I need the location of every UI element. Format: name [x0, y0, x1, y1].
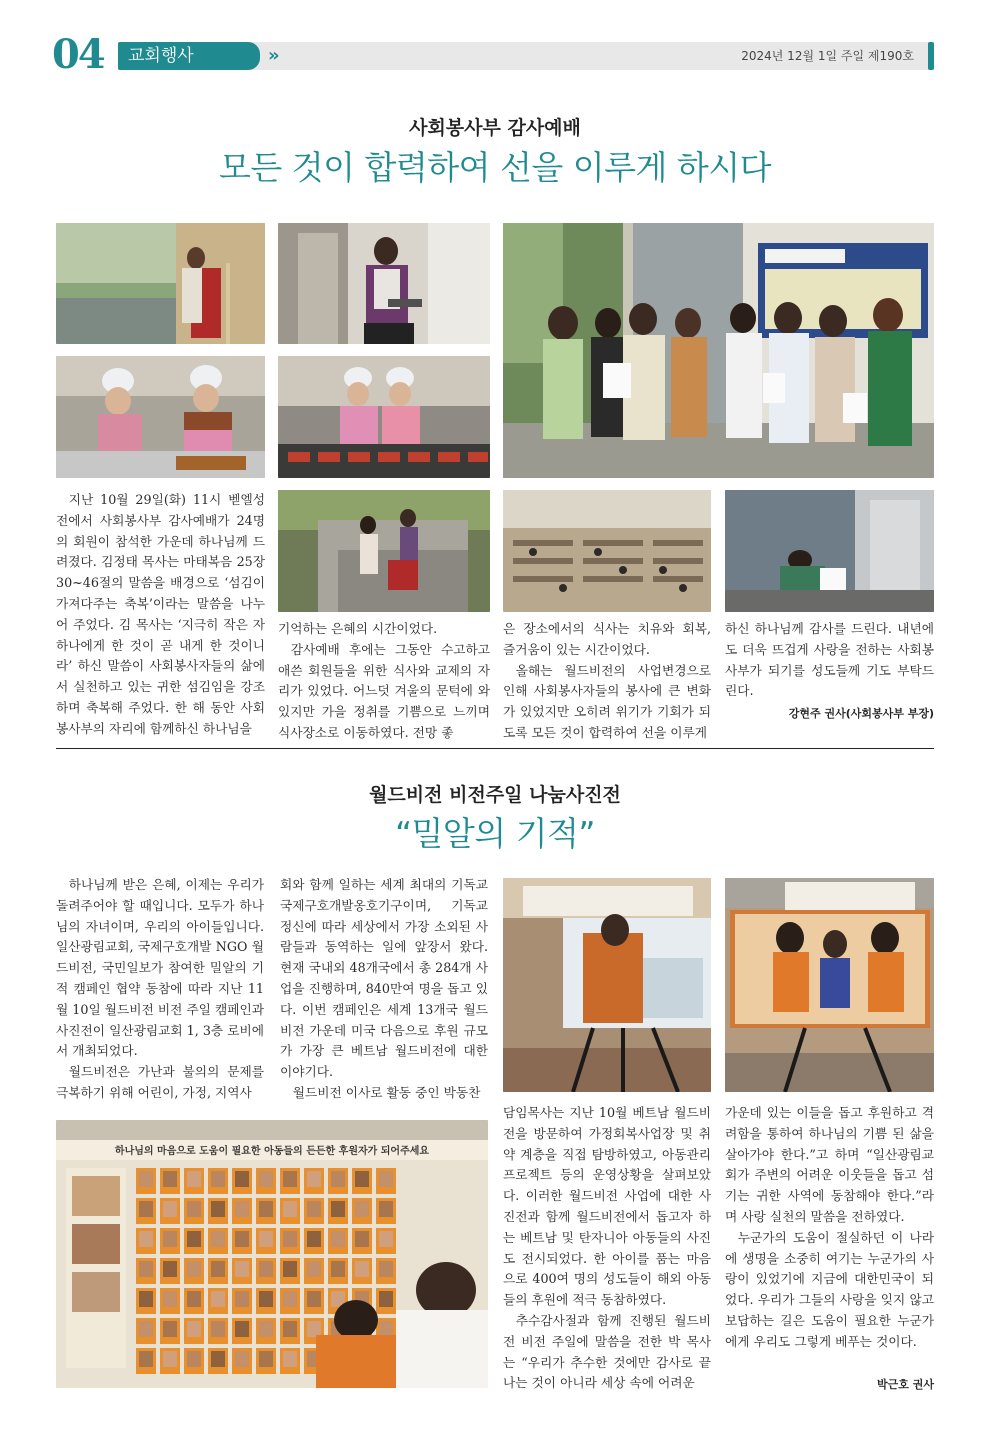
photo-woman-tray: [278, 223, 490, 344]
article2-col4-p1: 가운데 있는 이들을 돕고 후원하고 격려함을 통하여 하나님의 기쁨 된 삶을 살아가야 한다.”고 하며 “일산광림교회가 주변의 어려운 이웃들을 돕고 섬기는 귀한 사역에 동참해야 한다.”라며 사랑 실천의 말씀을 전하였다.: [725, 1105, 934, 1224]
article2-column3: [503, 1103, 711, 1394]
article1-col3-p1: 은 장소에서의 식사는 치유와 회복, 즐거움이 있는 시간이었다.: [503, 621, 711, 657]
section-tab: 교회행사: [118, 42, 260, 70]
issue-info: 2024년 12월 1일 주일 제190호: [741, 49, 914, 63]
photo-kitchen-trays: [278, 356, 490, 478]
board-title: 하나님의 마음으로 도움이 필요한 아동들의 든든한 후원자가 되어주세요: [114, 1146, 430, 1157]
article2-column4: [725, 1103, 934, 1353]
article1-title: 모든 것이 합력하여 선을 이루게 하시다: [219, 148, 771, 187]
photo-sponsor-board: [56, 1120, 488, 1388]
article2-column1: [56, 875, 264, 1104]
article2-title: “밀알의 기적”: [394, 814, 596, 853]
chevron-right-icon: »: [268, 45, 280, 66]
article1-col1-text: 지난 10월 29일(화) 11시 벧엘성전에서 사회봉사부 감사예배가 24명의 회원이 참석한 가운데 하나님께 드려졌다. 김정태 목사는 마태복음 25장 30~46절의 말씀을 배경으로 ‘섬김이 가져다주는 축복’이라는 말씀을 나누어 주었다. 김 목사는 ‘지극히 작은 자 하나에게 한 것이 곧 내게 한 것이니라’ 하신 말씀이 사회봉사자들의 삶에서 실천하고 있는 귀한 섬김임을 강조하며 축복해 주었다. 한 해 동안 사회봉사부의 자리에 함께하신 하나님을: [56, 492, 265, 736]
photo-exhibition-easel-2: [725, 878, 934, 1092]
article2-col4-p2: 누군가의 도움이 절실하던 이 나라에 생명을 소중히 여기는 누군가의 사랑이 있었기에 지금에 대한민국이 되었다. 우리가 그들의 사랑을 잊지 않고 보답하는 길은 도움이 필요한 누군가에게 우리도 그렇게 베푸는 것이다.: [725, 1229, 934, 1349]
photo-kitchen-serving: [56, 356, 265, 478]
article2-col2-p2: 월드비전 이사로 활동 중인 박동찬: [292, 1084, 481, 1100]
article1-col4-text: 하신 하나님께 감사를 드린다. 내년에도 더욱 뜨겁게 사랑을 전하는 사회봉사부가 되기를 성도들께 기도 부탁드린다.: [725, 621, 934, 699]
photo-exhibition-easel-1: [503, 878, 711, 1092]
header-end-mark: [928, 42, 934, 70]
article2-column2: [280, 875, 488, 1104]
article2-col3-p1: 담임목사는 지난 10월 베트남 월드비전을 방문하여 가정회복사업장 및 취약 계층을 직접 탐방하였고, 아동관리 프로젝트 등의 운영상황을 살펴보았다. 이러한 월드비전 사업에 대한 사진전과 함께 월드비전에서 돕고자 하는 베트남 및 탄자니아 아동들의 사진도 전시되었다. 한 아이를 품는 마음으로 400여 명의 성도들이 해외 아동들의 후원에 적극 동참하였다.: [503, 1105, 711, 1308]
page-number: 04: [52, 31, 104, 78]
article1-column4: [725, 619, 934, 702]
photo-stairs-corridor: [278, 490, 490, 612]
article2-col1-p1: 하나님께 받은 은혜, 이제는 우리가 돌려주어야 할 때입니다. 모두가 하나님의 자녀이며, 우리의 아이들입니다. 일산광림교회, 국제구호개발 NGO 월드비전, 국민일보가 참여한 밀알의 기적 캠페인 협약 동참에 따라 지난 11월 10일 월드비전 비전 주일 캠페인과 사진전이 일산광림교회 1, 3층 로비에서 개최되었다.: [56, 877, 264, 1059]
article2-subtitle: 월드비전 비전주일 나눔사진전: [369, 784, 621, 806]
article1-column1: [56, 490, 265, 740]
article2-col3-p2: 추수감사절과 함께 진행된 월드비전 비전 주일에 말씀을 전한 박 목사는 “우리가 추수한 것에만 감사로 끝나는 것이 아니라 세상 속에 어려운: [503, 1312, 711, 1391]
photo-hall-seating: [503, 490, 711, 612]
article1-col2-p2: 감사예배 후에는 그동안 수고하고 애쓴 회원들을 위한 식사와 교제의 자리가 있었다. 어느덧 겨울의 문턱에 와 있지만 가을 정취를 기쁨으로 느끼며 식사장소로 이동하였다. 전망 좋: [278, 641, 490, 740]
article2-col2-p1: 회와 함께 일하는 세계 최대의 기독교 국제구호개발옹호기구이며, 기독교 정신에 따라 세상에서 가장 소외된 사람들과 동역하는 일에 앞장서 왔다. 현재 국내외 48개국에서 총 284개 사업을 진행하며, 840만여 명을 돕고 있다. 이번 캠페인은 세계 13개국 월드비전 가운데 미국 다음으로 후원 규모가 가장 큰 베트남 월드비전에 대한 이야기다.: [280, 877, 488, 1080]
section-divider: [56, 748, 934, 749]
article1-column2: [278, 619, 490, 744]
article2-author: 박근호 권사: [877, 1378, 934, 1391]
article1-col3-p2: 올해는 월드비전의 사업변경으로 인해 사회봉사자들의 봉사에 큰 변화가 있었지만 오히려 위기가 기회가 되도록 모든 것이 합력하여 선을 이루게: [503, 662, 711, 740]
photo-kneeling: [725, 490, 934, 612]
photo-street-cart: [56, 223, 265, 344]
article1-subtitle: 사회봉사부 감사예배: [409, 117, 581, 139]
article1-author: 강현주 권사(사회봉사부 부장): [788, 707, 934, 720]
article1-column3: [503, 619, 711, 744]
article2-col1-p2: 월드비전은 가난과 불의의 문제를 극복하기 위해 어린이, 가정, 지역사: [56, 1064, 264, 1100]
photo-group-volunteers: [503, 223, 934, 478]
article1-col2-p1: 기억하는 은혜의 시간이었다.: [278, 621, 438, 636]
